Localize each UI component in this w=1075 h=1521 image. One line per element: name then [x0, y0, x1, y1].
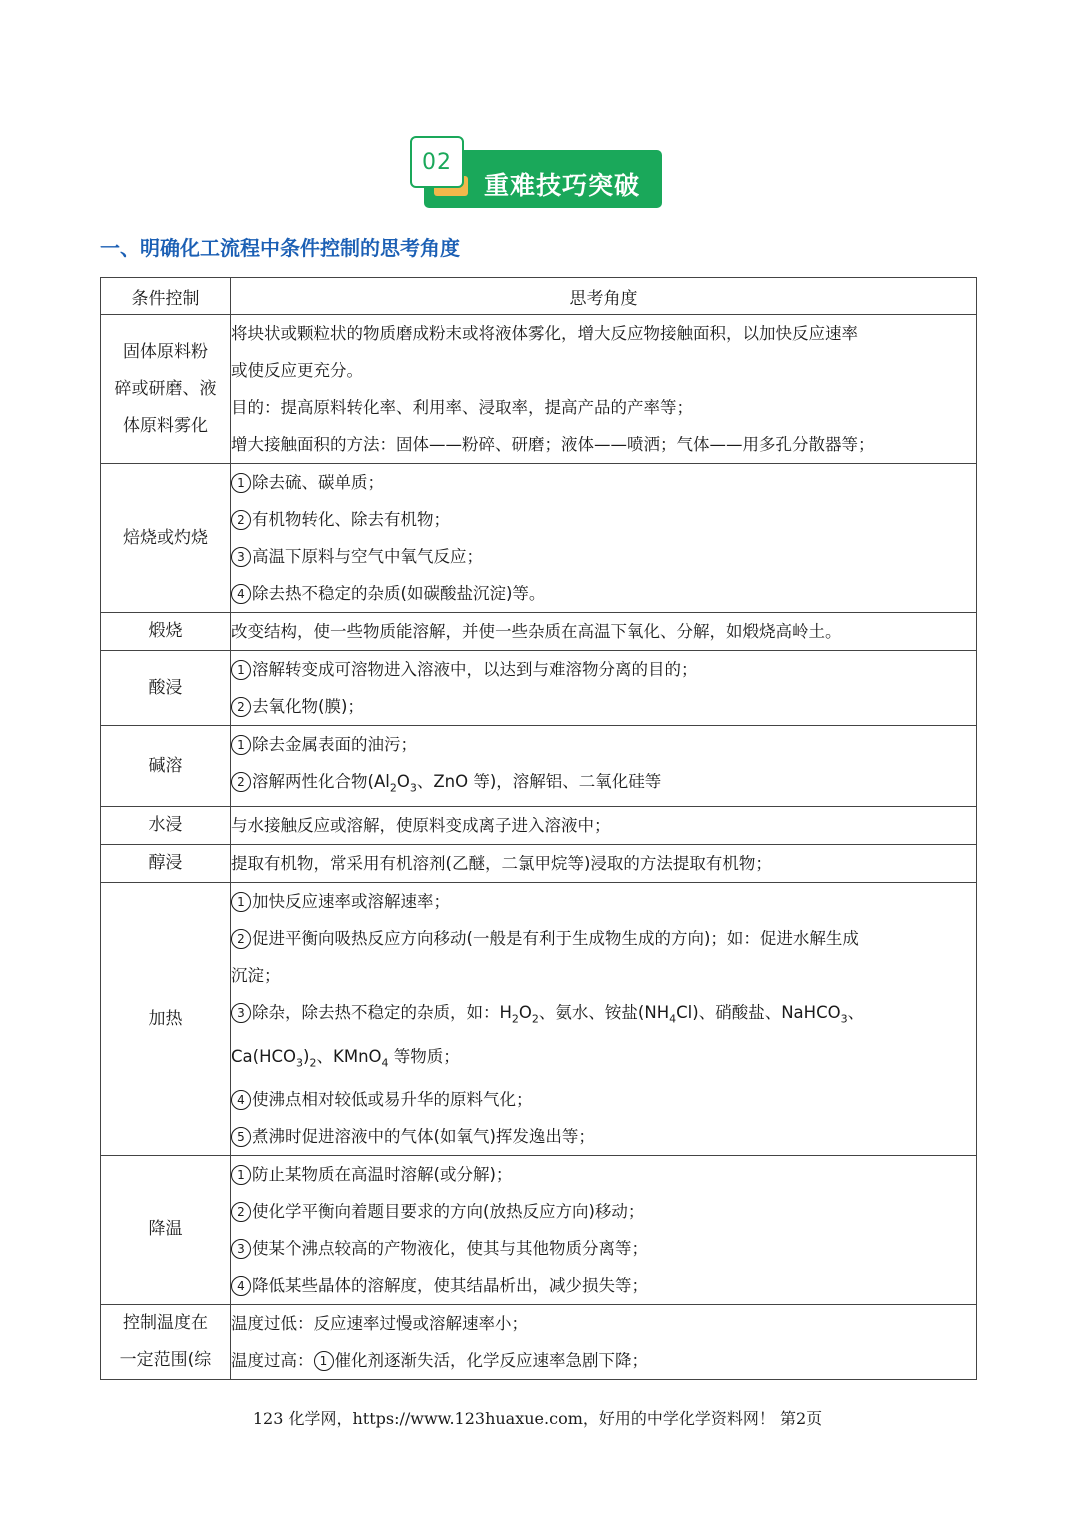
circled-number: 2: [231, 929, 251, 949]
perspective-cell: [231, 883, 977, 1156]
table-row: [101, 883, 977, 1156]
conditions-table: [100, 277, 977, 1380]
perspective-line: 2 有机物转化、除去有机物；: [231, 501, 976, 538]
page-footer: 123 化学网，https://www.123huaxue.com，好用的中学化学资料网！ 第2页: [252, 1409, 823, 1428]
perspective-line: 2 去氧化物(膜)；: [231, 688, 976, 725]
condition-text: 固体原料粉: [123, 341, 208, 362]
circled-number: 1: [314, 1351, 334, 1371]
perspective-line: 4 使沸点相对较低或易升华的原料气化；: [231, 1081, 976, 1118]
circled-number: 4: [231, 1090, 251, 1110]
section-heading: 一、明确化工流程中条件控制的思考角度: [100, 236, 460, 260]
condition-text: 焙烧或灼烧: [123, 527, 208, 548]
condition-cell: [101, 845, 231, 883]
perspective-line: 改变结构，使一些物质能溶解，并使一些杂质在高温下氧化、分解，如煅烧高岭土。: [231, 622, 842, 641]
perspective-cell: [231, 315, 977, 464]
perspective-line: 温度过低：反应速率过慢或溶解速率小；: [231, 1313, 528, 1333]
perspective-line: 5 煮沸时促进溶液中的气体(如氧气)挥发逸出等；: [231, 1118, 976, 1155]
table-row: [101, 845, 977, 883]
perspective-line: 温度过高： 1 催化剂逐渐失活，化学反应速率急剧下降；: [231, 1350, 648, 1370]
circled-number: 4: [231, 1276, 251, 1296]
perspective-line: 2 促进平衡向吸热反应方向移动(一般是有利于生成物生成的方向)；如：促进水解生成: [231, 920, 976, 957]
perspective-line: 1 除去金属表面的油污；: [231, 726, 976, 763]
circled-number: 1: [231, 660, 251, 680]
circled-number: 3: [231, 547, 251, 567]
circled-number: 3: [231, 1239, 251, 1259]
perspective-line: 4 除去热不稳定的杂质(如碳酸盐沉淀)等。: [231, 575, 976, 612]
circled-number: 5: [231, 1127, 251, 1147]
perspective-line: 或使反应更充分。: [231, 361, 363, 380]
perspective-line: 目的：提高原料转化率、利用率、浸取率，提高产品的产率等；: [231, 398, 693, 417]
circled-number: 1: [231, 1165, 251, 1185]
perspective-cell: [231, 613, 977, 651]
condition-text: 酸浸: [148, 677, 183, 698]
header-perspective: 思考角度: [231, 278, 977, 315]
perspective-line: 1 溶解转变成可溶物进入溶液中，以达到与难溶物分离的目的；: [231, 651, 976, 688]
condition-cell: [101, 883, 231, 1156]
condition-text: 碱溶: [148, 755, 183, 776]
perspective-line: 与水接触反应或溶解，使原料变成离子进入溶液中；: [231, 816, 611, 836]
condition-text: 醇浸: [148, 853, 183, 874]
perspective-line: 3 高温下原料与空气中氧气反应；: [231, 538, 976, 575]
table-row: [101, 464, 977, 613]
table-row: [101, 807, 977, 845]
condition-cell: [101, 807, 231, 845]
circled-number: 1: [231, 892, 251, 912]
condition-cell: [101, 1155, 231, 1304]
table-header-row: [101, 278, 977, 315]
circled-number: 1: [231, 735, 251, 755]
table-row: [101, 1304, 977, 1379]
perspective-cell: [231, 845, 977, 883]
badge-number: 02: [410, 136, 464, 188]
perspective-line: $Ca(HCO_3)_2$、KMnO$_4$ 等物质；: [231, 1046, 460, 1069]
perspective-cell: [231, 1155, 977, 1304]
perspective-cell: [231, 464, 977, 613]
perspective-line: 1 除去硫、碳单质；: [231, 464, 976, 501]
perspective-line: 增大接触面积的方法：固体——粉碎、研磨；液体——喷洒；气体——用多孔分散器等；: [231, 435, 875, 454]
condition-cell: [101, 726, 231, 807]
circled-number: 2: [231, 1202, 251, 1222]
condition-text: 一定范围(综: [119, 1349, 212, 1370]
condition-text: 体原料雾化: [123, 415, 208, 436]
perspective-cell: [231, 726, 977, 807]
condition-cell: [101, 613, 231, 651]
table-row: [101, 613, 977, 651]
circled-number: 4: [231, 584, 251, 604]
perspective-cell: [231, 651, 977, 726]
perspective-line: 提取有机物，常采用有机溶剂(乙醚，二氯甲烷等)浸取的方法提取有机物；: [231, 854, 772, 874]
circled-number: 2: [231, 697, 251, 717]
perspective-line: 2 溶解两性化合物($Al_2O_3$、ZnO 等)，溶解铝、二氧化硅等: [231, 763, 976, 806]
circled-number: 2: [231, 772, 251, 792]
perspective-line: 1 防止某物质在高温时溶解(或分解)；: [231, 1156, 976, 1193]
condition-text: 水浸: [148, 815, 183, 836]
perspective-line: 3 使某个沸点较高的产物液化，使其与其他物质分离等；: [231, 1230, 976, 1267]
circled-number: 2: [231, 510, 251, 530]
perspective-line: 3 除杂，除去热不稳定的杂质，如：$H_2O_2$、氨水、铵盐$(NH_4Cl)$、硝酸盐、NaHCO$_3$、: [231, 994, 976, 1037]
header-condition: 条件控制: [101, 278, 231, 315]
perspective-line: 沉淀；: [231, 966, 281, 986]
badge-title: 重难技巧突破: [484, 171, 641, 200]
table-row: [101, 651, 977, 726]
table-row: [101, 315, 977, 464]
condition-text: 控制温度在: [123, 1312, 208, 1333]
condition-text: 碎或研磨、液: [114, 378, 217, 399]
condition-text: 降温: [148, 1219, 183, 1240]
condition-text: 煅烧: [148, 621, 183, 641]
condition-cell: [101, 464, 231, 613]
perspective-cell: [231, 1304, 977, 1379]
perspective-line: 将块状或颗粒状的物质磨成粉末或将液体雾化，增大反应物接触面积，以加快反应速率: [231, 324, 858, 343]
perspective-line: 2 使化学平衡向着题目要求的方向(放热反应方向)移动；: [231, 1193, 976, 1230]
condition-cell: [101, 651, 231, 726]
circled-number: 1: [231, 473, 251, 493]
perspective-line: 4 降低某些晶体的溶解度，使其结晶析出，减少损失等；: [231, 1267, 976, 1304]
section-badge: [410, 136, 662, 210]
circled-number: 3: [231, 1003, 251, 1023]
table-row: [101, 1155, 977, 1304]
perspective-line: 1 加快反应速率或溶解速率；: [231, 883, 976, 920]
condition-cell: [101, 1304, 231, 1379]
table-row: [101, 726, 977, 807]
condition-cell: [101, 315, 231, 464]
condition-text: 加热: [148, 1008, 183, 1029]
perspective-cell: [231, 807, 977, 845]
